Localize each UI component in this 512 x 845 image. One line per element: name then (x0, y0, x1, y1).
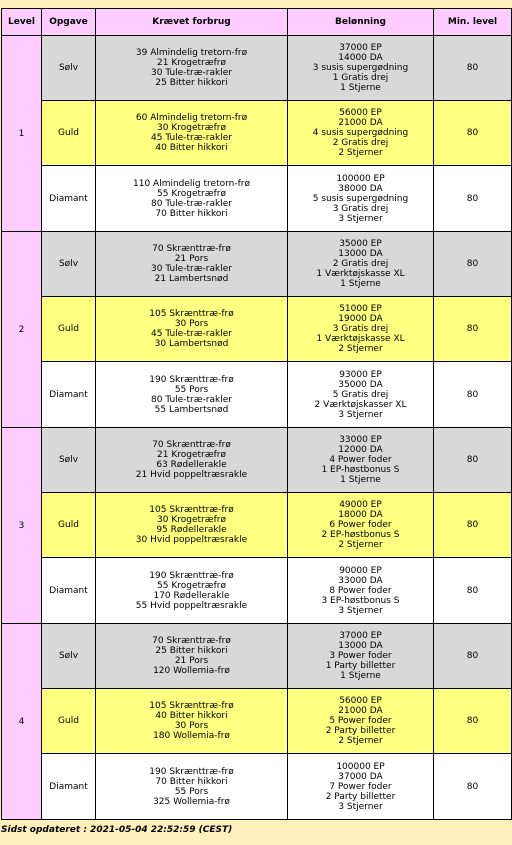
min-level-cell: 80 (434, 558, 512, 624)
belonning-cell (288, 362, 434, 428)
opgave-cell: Diamant (42, 558, 96, 624)
belonning-cell (288, 297, 434, 362)
belonning-cell (288, 624, 434, 689)
header-min-level: Min. level (434, 9, 512, 36)
belonning-line: 4 Power foder (329, 455, 392, 465)
forbrug-line: 55 Pors (174, 786, 209, 797)
forbrug-line: 30 Pors (174, 319, 209, 329)
belonning-line: 37000 DA (338, 771, 383, 782)
forbrug-line: 21 Krogetræfrø (157, 450, 226, 460)
table-row (2, 297, 512, 362)
belonning-cell (288, 101, 434, 166)
belonning-line: 3 EP-høstbonus S (321, 595, 400, 606)
kraevet-forbrug-cell (96, 297, 288, 362)
belonning-cell (288, 754, 434, 820)
belonning-line: 2 Gratis drej (332, 138, 389, 148)
belonning-line: 2 Stjerner (338, 344, 383, 354)
belonning-line: 93000 EP (339, 369, 382, 380)
opgave-cell: Sølv (42, 232, 96, 297)
belonning-line: 8 Power foder (329, 585, 392, 596)
forbrug-line: 45 Tule-træ-rakler (151, 133, 232, 143)
forbrug-line: 21 Pors (174, 254, 209, 264)
table-row (2, 493, 512, 558)
belonning-line: 90000 EP (339, 565, 382, 576)
belonning-line: 5 susis supergødning (312, 193, 409, 204)
table-row (2, 166, 512, 232)
last-updated-footer: Sidst opdateret : 2021-05-04 22:52:59 (CEST) (1, 825, 233, 835)
belonning-line: 19000 DA (338, 314, 383, 324)
forbrug-line: 120 Wollemia-frø (153, 666, 230, 676)
forbrug-line: 40 Bitter hikkori (155, 143, 228, 153)
forbrug-line: 180 Wollemia-frø (153, 731, 230, 741)
belonning-line: 14000 DA (338, 53, 383, 63)
belonning-line: 1 Stjerne (340, 671, 381, 681)
belonning-line: 2 Gratis drej (332, 259, 389, 269)
forbrug-line: 30 Hvid poppeltræsrakle (135, 535, 248, 545)
forbrug-line: 45 Tule-træ-rakler (151, 329, 232, 339)
table-row (2, 754, 512, 820)
table-row (2, 624, 512, 689)
belonning-line: 35000 EP (339, 239, 382, 249)
belonning-line: 3 Stjerner (338, 409, 383, 420)
belonning-line: 6 Power foder (329, 520, 392, 530)
table-row (2, 232, 512, 297)
opgave-cell: Diamant (42, 754, 96, 820)
forbrug-line: 30 Tule-træ-rakler (151, 68, 232, 78)
min-level-cell: 80 (434, 101, 512, 166)
opgave-cell: Diamant (42, 166, 96, 232)
kraevet-forbrug-cell (96, 101, 288, 166)
belonning-line: 2 Stjerner (338, 148, 383, 158)
belonning-cell (288, 558, 434, 624)
table-row (2, 101, 512, 166)
forbrug-line: 190 Skrænttræ-frø (149, 766, 234, 777)
forbrug-line: 63 Rødellerakle (156, 460, 227, 470)
header-row (2, 9, 512, 36)
forbrug-line: 39 Almindelig tretorn-frø (135, 48, 248, 58)
belonning-line: 56000 EP (339, 696, 382, 706)
forbrug-line: 30 Pors (174, 721, 209, 731)
forbrug-line: 55 Hvid poppeltræsrakle (135, 600, 248, 611)
belonning-line: 33000 EP (339, 435, 382, 445)
forbrug-line: 55 Krogetræfrø (157, 580, 226, 591)
belonning-line: 1 EP-høstbonus S (321, 465, 400, 475)
table-row (2, 362, 512, 428)
forbrug-line: 110 Almindelig tretorn-frø (133, 178, 250, 189)
belonning-cell (288, 689, 434, 754)
header-belonning: Belønning (288, 9, 434, 36)
belonning-line: 3 Stjerner (338, 213, 383, 224)
belonning-line: 100000 EP (336, 173, 385, 184)
opgave-cell: Sølv (42, 36, 96, 101)
min-level-cell: 80 (434, 689, 512, 754)
opgave-cell: Diamant (42, 362, 96, 428)
forbrug-line: 105 Skrænttræ-frø (149, 309, 234, 319)
min-level-cell: 80 (434, 232, 512, 297)
level-cell: 2 (2, 232, 42, 428)
header-level: Level (2, 9, 42, 36)
table-row (2, 428, 512, 493)
forbrug-line: 55 Lambertsnød (154, 404, 229, 415)
forbrug-line: 55 Krogetræfrø (157, 188, 226, 199)
opgave-cell: Sølv (42, 624, 96, 689)
opgave-cell: Guld (42, 101, 96, 166)
kraevet-forbrug-cell (96, 36, 288, 101)
belonning-line: 1 Værktøjskasse XL (316, 269, 405, 279)
forbrug-line: 21 Lambertsnød (154, 274, 229, 284)
belonning-line: 1 Party billetter (325, 661, 396, 671)
table-row (2, 689, 512, 754)
min-level-cell: 80 (434, 624, 512, 689)
belonning-line: 21000 DA (338, 706, 383, 716)
forbrug-line: 190 Skrænttræ-frø (149, 570, 234, 581)
kraevet-forbrug-cell (96, 232, 288, 297)
forbrug-line: 21 Pors (174, 656, 209, 666)
belonning-line: 13000 DA (338, 641, 383, 651)
belonning-line: 1 Værktøjskasse XL (316, 334, 405, 344)
forbrug-line: 21 Hvid poppeltræsrakle (135, 470, 248, 480)
belonning-line: 35000 DA (338, 379, 383, 390)
forbrug-line: 80 Tule-træ-rakler (151, 394, 232, 405)
kraevet-forbrug-cell (96, 754, 288, 820)
opgave-cell: Guld (42, 493, 96, 558)
forbrug-line: 30 Krogetræfrø (157, 515, 226, 525)
kraevet-forbrug-cell (96, 428, 288, 493)
belonning-line: 100000 EP (336, 761, 385, 772)
belonning-line: 37000 EP (339, 631, 382, 641)
belonning-line: 51000 EP (339, 304, 382, 314)
belonning-line: 1 Gratis drej (332, 73, 389, 83)
min-level-cell: 80 (434, 36, 512, 101)
belonning-line: 18000 DA (338, 510, 383, 520)
belonning-cell (288, 166, 434, 232)
belonning-line: 3 Gratis drej (332, 203, 389, 214)
header-kraevet-forbrug: Krævet forbrug (96, 9, 288, 36)
forbrug-line: 70 Bitter hikkori (155, 208, 228, 219)
belonning-line: 1 Stjerne (340, 475, 381, 485)
forbrug-line: 30 Krogetræfrø (157, 123, 226, 133)
belonning-line: 3 Gratis drej (332, 324, 389, 334)
belonning-line: 56000 EP (339, 108, 382, 118)
belonning-line: 2 Stjerner (338, 736, 383, 746)
min-level-cell: 80 (434, 297, 512, 362)
belonning-line: 2 Stjerner (338, 540, 383, 550)
min-level-cell: 80 (434, 493, 512, 558)
belonning-line: 2 Party billetter (325, 726, 396, 736)
belonning-line: 38000 DA (338, 183, 383, 194)
kraevet-forbrug-cell (96, 558, 288, 624)
forbrug-line: 80 Tule-træ-rakler (151, 198, 232, 209)
forbrug-line: 325 Wollemia-frø (153, 796, 230, 807)
belonning-line: 13000 DA (338, 249, 383, 259)
belonning-line: 3 susis supergødning (312, 63, 409, 73)
forbrug-line: 190 Skrænttræ-frø (149, 374, 234, 385)
belonning-line: 1 Stjerne (340, 279, 381, 289)
table-row (2, 36, 512, 101)
belonning-line: 12000 DA (338, 445, 383, 455)
forbrug-line: 70 Skrænttræ-frø (152, 440, 231, 450)
kraevet-forbrug-cell (96, 362, 288, 428)
kraevet-forbrug-cell (96, 624, 288, 689)
belonning-line: 3 Power foder (329, 651, 392, 661)
belonning-line: 4 susis supergødning (312, 128, 409, 138)
opgave-cell: Sølv (42, 428, 96, 493)
belonning-line: 3 Stjerner (338, 605, 383, 616)
kraevet-forbrug-cell (96, 689, 288, 754)
belonning-line: 33000 DA (338, 575, 383, 586)
forbrug-line: 30 Lambertsnød (154, 339, 229, 349)
belonning-line: 1 Stjerne (340, 83, 381, 93)
table-row (2, 558, 512, 624)
opgave-cell: Guld (42, 689, 96, 754)
belonning-cell (288, 428, 434, 493)
forbrug-line: 70 Skrænttræ-frø (152, 636, 231, 646)
min-level-cell: 80 (434, 166, 512, 232)
forbrug-line: 25 Bitter hikkori (155, 78, 228, 88)
forbrug-line: 40 Bitter hikkori (155, 711, 228, 721)
forbrug-line: 60 Almindelig tretorn-frø (135, 113, 248, 123)
forbrug-line: 170 Rødellerakle (153, 590, 230, 601)
level-cell: 1 (2, 36, 42, 232)
min-level-cell: 80 (434, 428, 512, 493)
min-level-cell: 80 (434, 754, 512, 820)
belonning-line: 7 Power foder (329, 781, 392, 792)
belonning-line: 3 Stjerner (338, 801, 383, 812)
forbrug-line: 21 Krogetræfrø (157, 58, 226, 68)
forbrug-line: 55 Pors (174, 384, 209, 395)
quest-table-body (2, 36, 512, 820)
forbrug-line: 70 Skrænttræ-frø (152, 244, 231, 254)
level-cell: 3 (2, 428, 42, 624)
belonning-line: 2 Værktøjskasser XL (314, 399, 407, 410)
min-level-cell: 80 (434, 362, 512, 428)
belonning-line: 2 EP-høstbonus S (321, 530, 400, 540)
kraevet-forbrug-cell (96, 166, 288, 232)
kraevet-forbrug-cell (96, 493, 288, 558)
belonning-cell (288, 36, 434, 101)
belonning-cell (288, 493, 434, 558)
belonning-line: 2 Party billetter (325, 791, 396, 802)
level-cell: 4 (2, 624, 42, 820)
belonning-line: 49000 EP (339, 500, 382, 510)
belonning-line: 5 Power foder (329, 716, 392, 726)
belonning-cell (288, 232, 434, 297)
belonning-line: 21000 DA (338, 118, 383, 128)
belonning-line: 5 Gratis drej (332, 389, 389, 400)
forbrug-line: 25 Bitter hikkori (155, 646, 228, 656)
quest-table (1, 8, 512, 820)
belonning-line: 37000 EP (339, 43, 382, 53)
forbrug-line: 105 Skrænttræ-frø (149, 505, 234, 515)
forbrug-line: 30 Tule-træ-rakler (151, 264, 232, 274)
forbrug-line: 105 Skrænttræ-frø (149, 701, 234, 711)
forbrug-line: 70 Bitter hikkori (155, 776, 228, 787)
forbrug-line: 95 Rødellerakle (156, 525, 227, 535)
header-opgave: Opgave (42, 9, 96, 36)
opgave-cell: Guld (42, 297, 96, 362)
